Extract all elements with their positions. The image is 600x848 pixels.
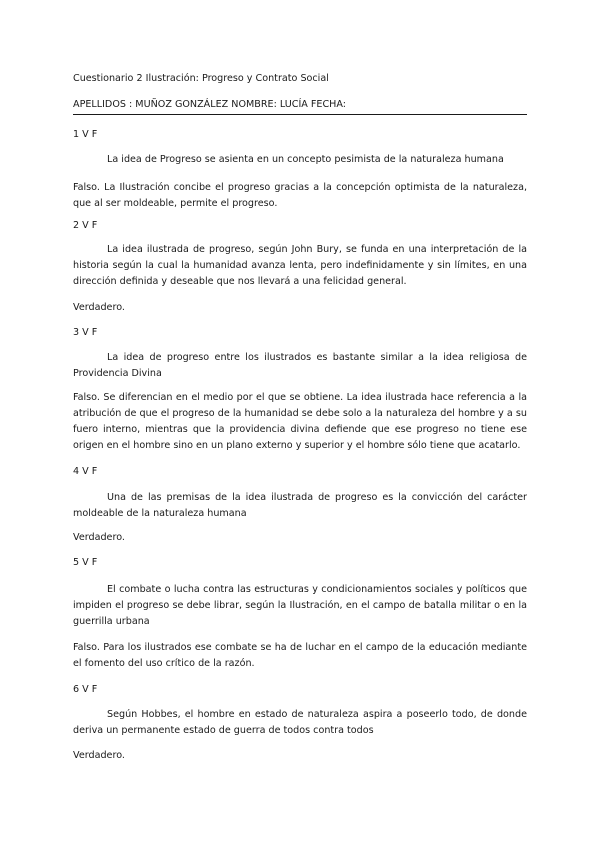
question-answer: Falso. Se diferencian en el medio por el que se obtiene. La idea ilustrada hace referencia a la atribución de que el progreso de la humanidad se debe solo a la naturaleza del hombre y a su fuero interno, mientras que la providencia divina defiende que ese progreso no tiene ese origen en el hombre sino en un plano externo y superior y el hombre sólo tiene que acatarlo. <box>73 392 527 451</box>
question-answer: Falso. Para los ilustrados ese combate se ha de luchar en el campo de la educación mediante el fomento del uso crítico de la razón. <box>73 642 527 669</box>
question-label: 1 V F <box>73 129 98 140</box>
question-answer: Falso. La Ilustración concibe el progreso gracias a la concepción optimista de la naturaleza, que al ser moldeable, permite el progreso. <box>73 182 527 209</box>
student-header: APELLIDOS : MUÑOZ GONZÁLEZ NOMBRE: LUCÍA FECHA: <box>73 99 347 110</box>
question-statement: La idea de progreso entre los ilustrados es bastante similar a la idea religiosa de Providencia Divina <box>73 352 527 379</box>
question-statement: La idea ilustrada de progreso, según John Bury, se funda en una interpretación de la historia según la cual la humanidad avanza lenta, pero indefinidamente y sin límites, en una dirección definida y deseable que nos llevará a una felicidad general. <box>73 244 527 287</box>
question-label: 5 V F <box>73 557 98 568</box>
question-statement: Una de las premisas de la idea ilustrada de progreso es la convicción del carácter moldeable de la naturaleza humana <box>73 492 527 519</box>
question-answer: Verdadero. <box>73 532 125 543</box>
question-label: 6 V F <box>73 684 98 695</box>
question-statement: Según Hobbes, el hombre en estado de naturaleza aspira a poseerlo todo, de donde deriva un permanente estado de guerra de todos contra todos <box>73 709 527 736</box>
question-label: 4 V F <box>73 466 98 477</box>
question-label: 2 V F <box>73 220 98 231</box>
question-statement: La idea de Progreso se asienta en un concepto pesimista de la naturaleza humana <box>107 154 504 165</box>
header-rule <box>73 114 527 115</box>
question-answer: Verdadero. <box>73 302 125 313</box>
document-title: Cuestionario 2 Ilustración: Progreso y Contrato Social <box>73 73 329 84</box>
question-statement: El combate o lucha contra las estructuras y condicionamientos sociales y políticos que impiden el progreso se debe librar, según la Ilustración, en el campo de batalla militar o en la guerrilla urbana <box>73 584 527 627</box>
question-answer: Verdadero. <box>73 750 125 761</box>
question-label: 3 V F <box>73 327 98 338</box>
